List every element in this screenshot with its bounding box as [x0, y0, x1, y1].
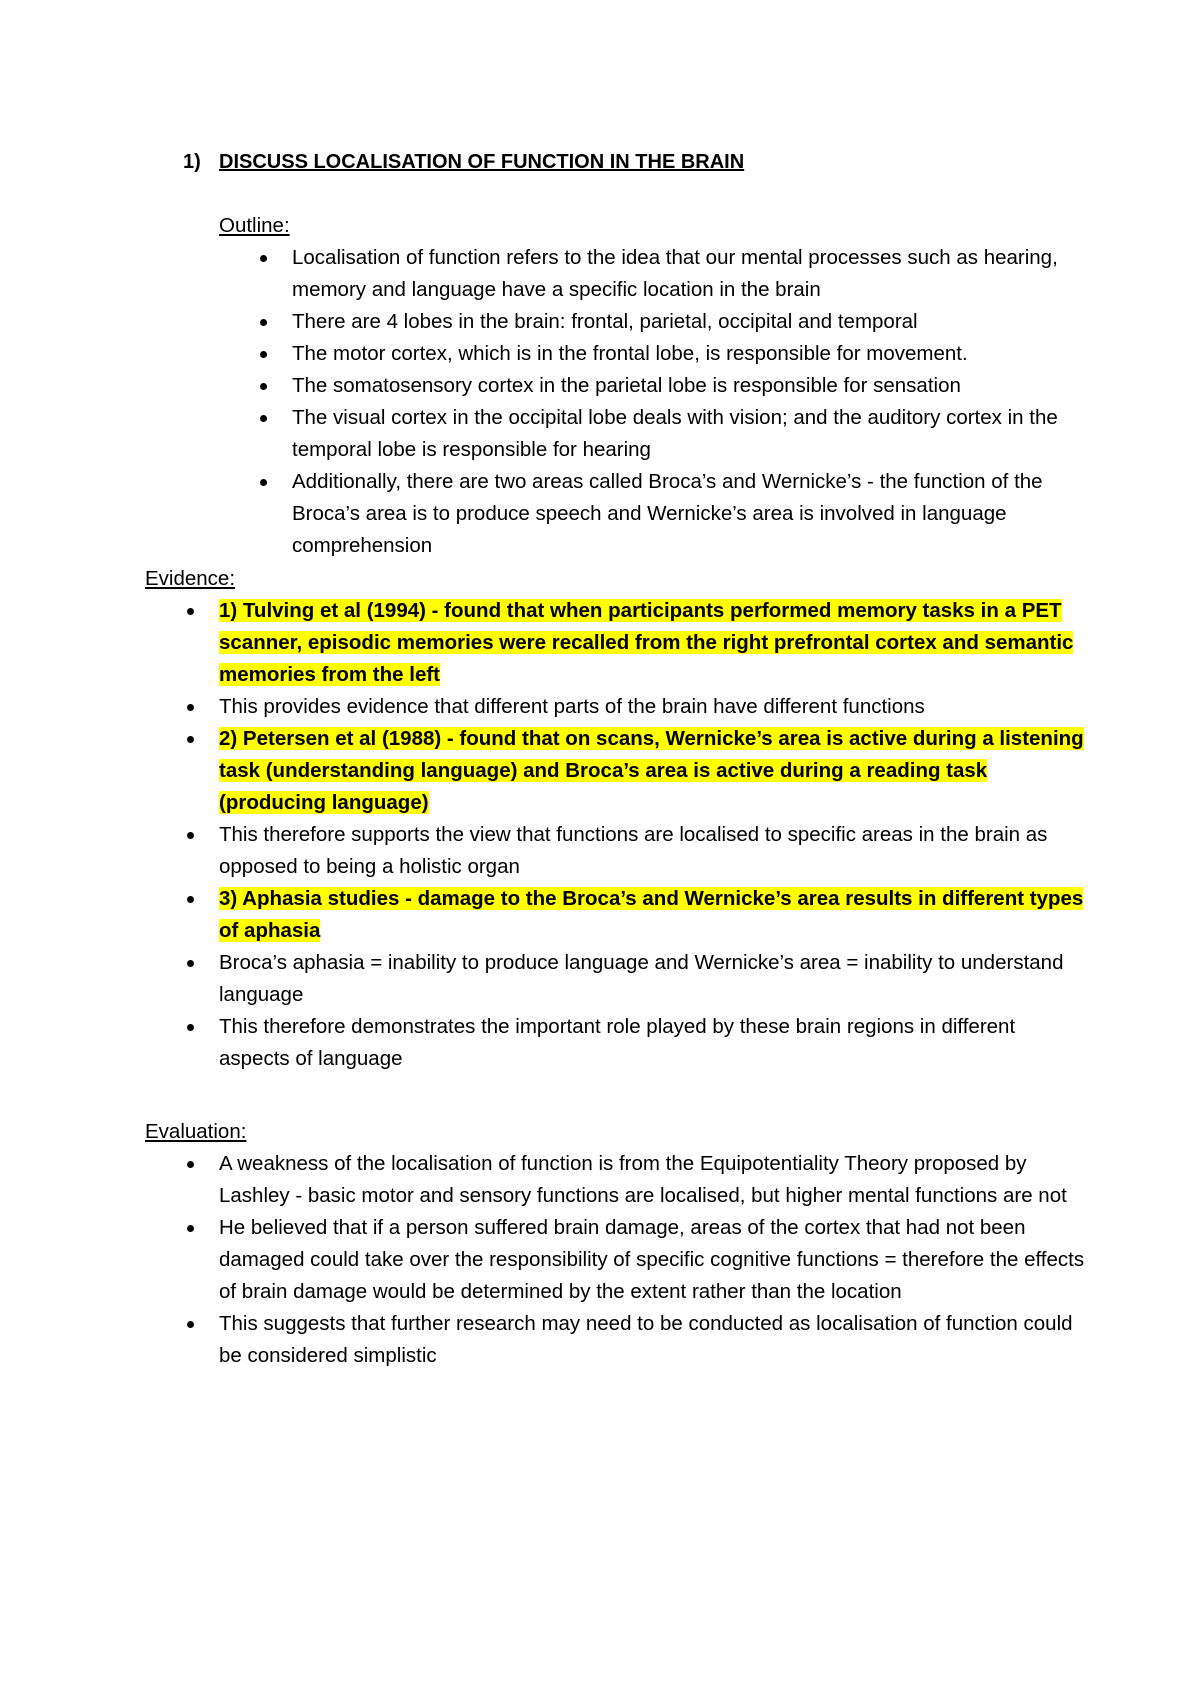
outline-item: The visual cortex in the occipital lobe deals with vision; and the auditory cortex in the temporal lobe is responsible for hearing: [292, 402, 1082, 466]
evaluation-item: A weakness of the localisation of function is from the Equipotentiality Theory proposed by Lashley - basic motor and sensory functions are localised, but higher mental functions are not: [219, 1148, 1089, 1212]
outline-item: The somatosensory cortex in the parietal lobe is responsible for sensation: [292, 370, 1082, 402]
outline-item: Additionally, there are two areas called Broca’s and Wernicke’s - the function of the Broca’s area is to produce speech and Wernicke’s area is involved in language comprehension: [292, 466, 1082, 562]
evidence-item: This therefore supports the view that functions are localised to specific areas in the brain as opposed to being a holistic organ: [219, 819, 1089, 883]
evidence-item-highlighted: [219, 883, 1089, 947]
outline-label: Outline:: [219, 214, 290, 237]
question-title: DISCUSS LOCALISATION OF FUNCTION IN THE BRAIN: [219, 151, 745, 173]
question-number: 1): [183, 151, 201, 173]
highlighted-study-text: 2) Petersen et al (1988) - found that on scans, Wernicke’s area is active during a listening task (understanding language) and Broca’s area is active during a reading task (producing language): [219, 727, 1084, 814]
evidence-item: This therefore demonstrates the important role played by these brain regions in different aspects of language: [219, 1011, 1089, 1075]
outline-list: [292, 242, 1082, 562]
evidence-item-highlighted: [219, 595, 1089, 691]
evaluation-label: Evaluation:: [145, 1120, 247, 1143]
evidence-label: Evidence:: [145, 567, 236, 590]
outline-item: Localisation of function refers to the idea that our mental processes such as hearing, memory and language have a specific location in the brain: [292, 242, 1082, 306]
outline-item: There are 4 lobes in the brain: frontal, parietal, occipital and temporal: [292, 306, 1082, 338]
evaluation-item: He believed that if a person suffered brain damage, areas of the cortex that had not been damaged could take over the responsibility of specific cognitive functions = therefore the effects of brain damage would be determined by the extent rather than the location: [219, 1212, 1089, 1308]
evidence-item: Broca’s aphasia = inability to produce language and Wernicke’s area = inability to understand language: [219, 947, 1089, 1011]
highlighted-study-text: 1) Tulving et al (1994) - found that when participants performed memory tasks in a PET scanner, episodic memories were recalled from the right prefrontal cortex and semantic memories from the left: [219, 599, 1074, 686]
evaluation-item: This suggests that further research may need to be conducted as localisation of function could be considered simplistic: [219, 1308, 1089, 1372]
evidence-list: [219, 595, 1089, 1075]
evaluation-list: [219, 1148, 1089, 1372]
highlighted-study-text: 3) Aphasia studies - damage to the Broca’s and Wernicke’s area results in different types of aphasia: [219, 887, 1084, 942]
question-heading: [183, 146, 744, 178]
outline-item: The motor cortex, which is in the frontal lobe, is responsible for movement.: [292, 338, 1082, 370]
evidence-item: This provides evidence that different parts of the brain have different functions: [219, 691, 1089, 723]
evidence-item-highlighted: [219, 723, 1089, 819]
